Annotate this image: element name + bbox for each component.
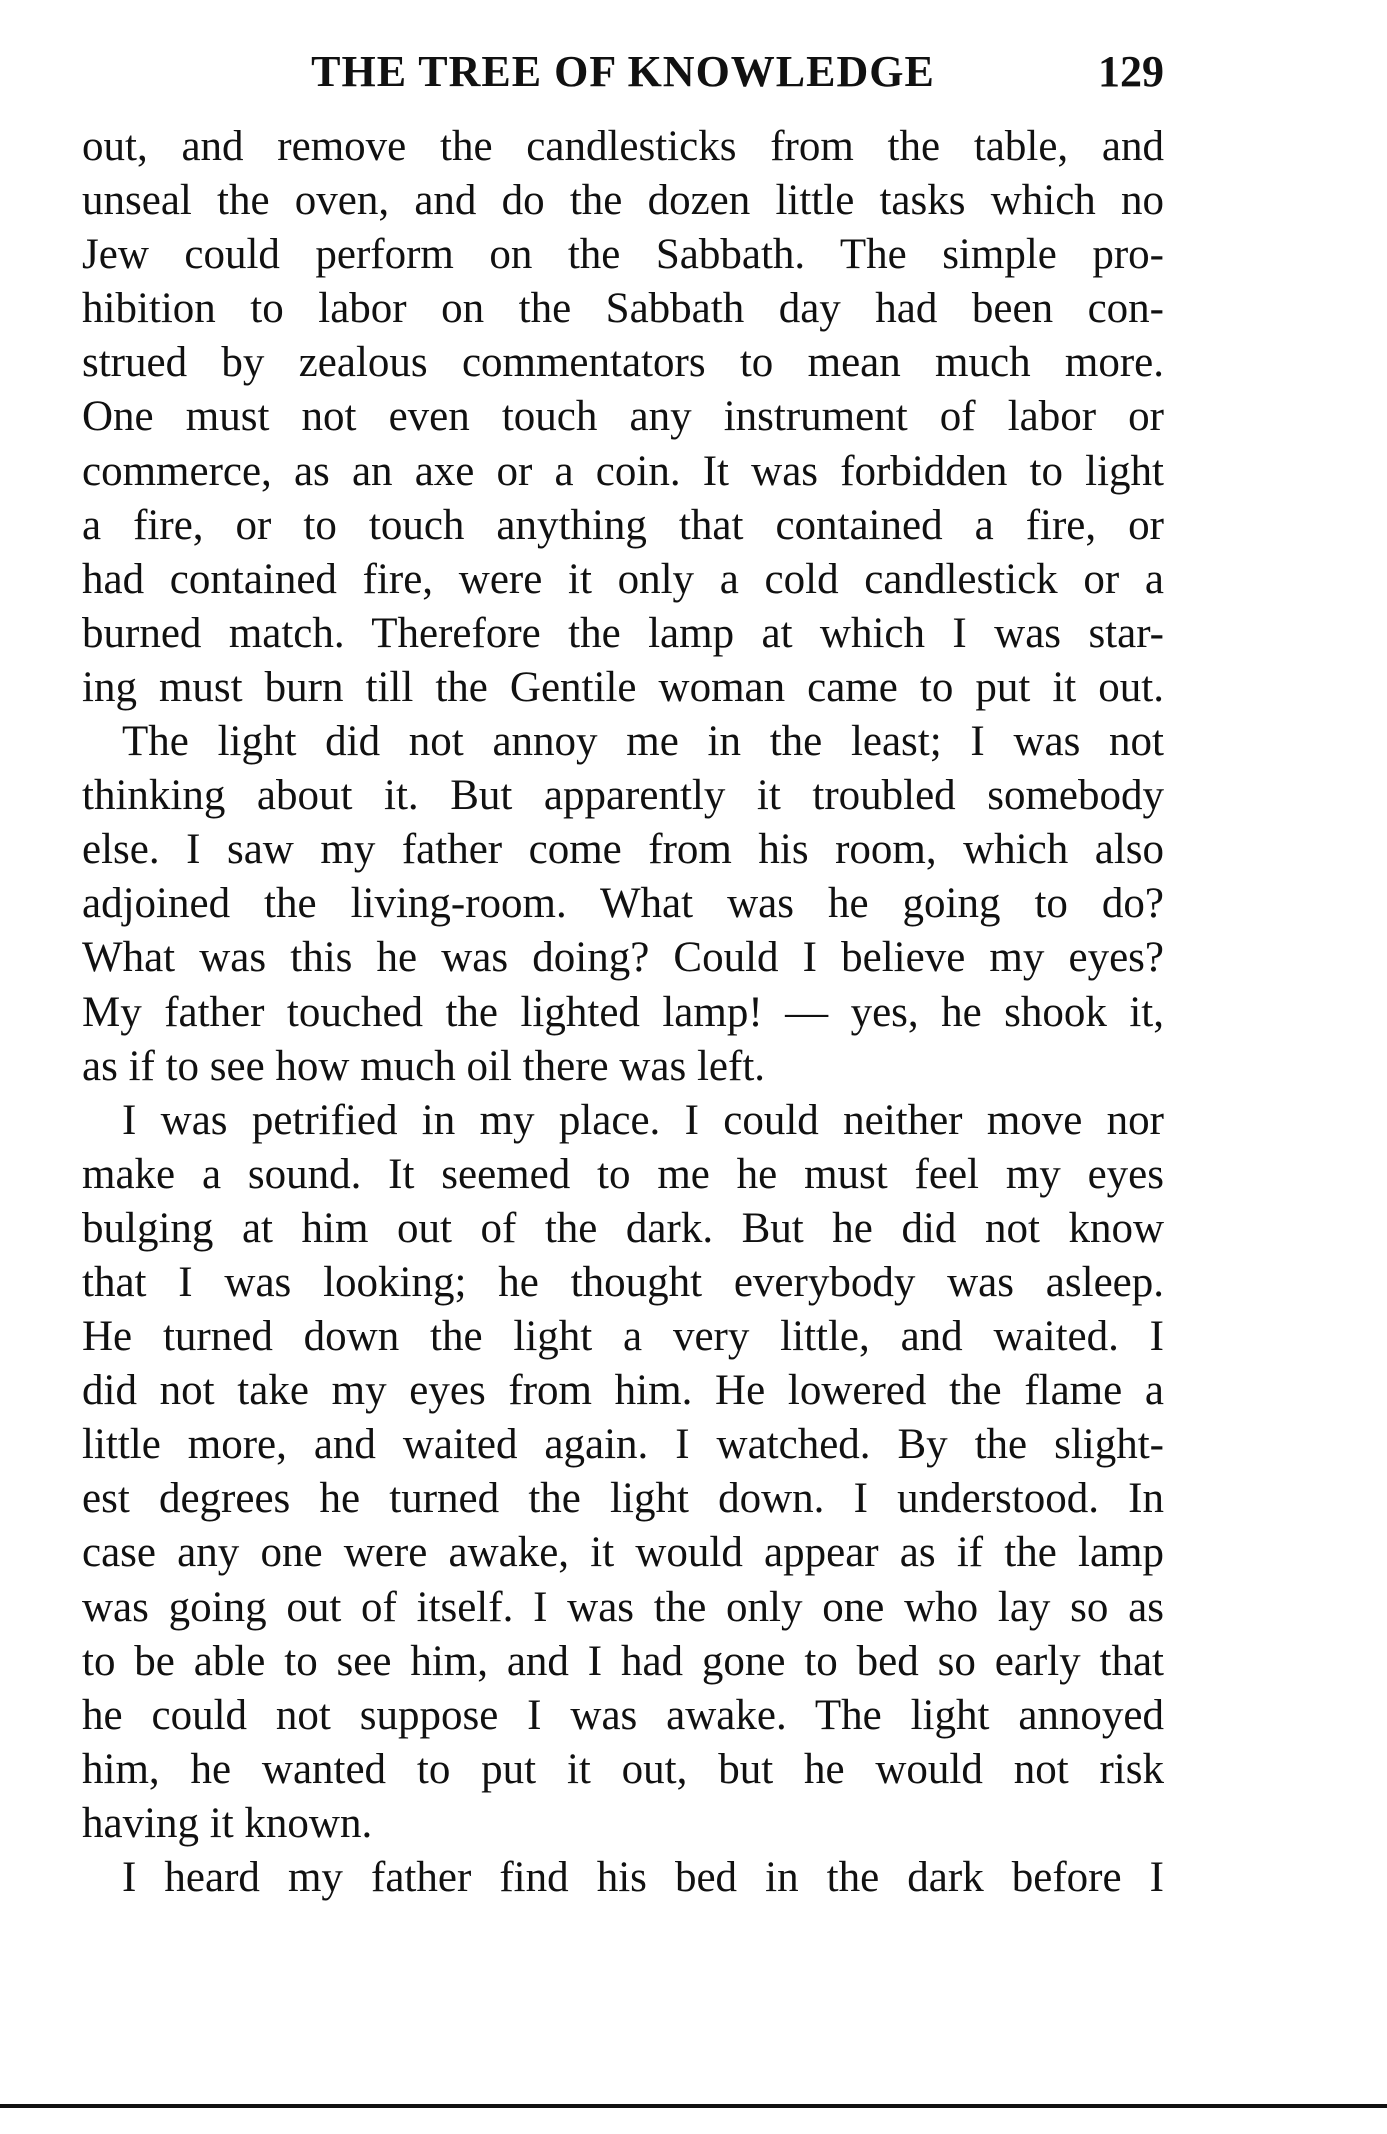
text-line: else. I saw my father come from his room, which also <box>82 826 1164 874</box>
text-line: did not take my eyes from him. He lowered the flame a <box>82 1367 1164 1415</box>
text-line: make a sound. It seemed to me he must feel my eyes <box>82 1150 1164 1198</box>
running-title: THE TREE OF KNOWLEDGE <box>311 47 935 96</box>
text-line: adjoined the living-room. What was he going to do? <box>82 880 1164 928</box>
text-line: I was petrified in my place. I could neither move nor <box>122 1096 1164 1144</box>
text-line: unseal the oven, and do the dozen little tasks which no <box>82 177 1164 225</box>
body-text <box>82 120 1164 1905</box>
text-line: he could not suppose I was awake. The light annoyed <box>82 1691 1164 1739</box>
text-line: as if to see how much oil there was left. <box>82 1042 766 1090</box>
text-line: He turned down the light a very little, and waited. I <box>82 1313 1164 1361</box>
text-line: est degrees he turned the light down. I understood. In <box>82 1475 1164 1523</box>
text-line: strued by zealous commentators to mean much more. <box>82 339 1164 387</box>
text-line: What was this he was doing? Could I believe my eyes? <box>82 934 1164 982</box>
text-line: I heard my father find his bed in the dark before I <box>122 1854 1164 1901</box>
text-line: him, he wanted to put it out, but he would not risk <box>82 1745 1164 1793</box>
text-line: a fire, or to touch anything that contained a fire, or <box>82 501 1164 549</box>
text-line: was going out of itself. I was the only one who lay so as <box>82 1583 1164 1631</box>
bottom-rule <box>0 2104 1387 2108</box>
text-line: little more, and waited again. I watched. By the slight- <box>82 1421 1164 1469</box>
text-line: The light did not annoy me in the least; I was not <box>122 718 1164 766</box>
text-line: One must not even touch any instrument of labor or <box>82 393 1164 441</box>
text-line: hibition to labor on the Sabbath day had been con- <box>82 285 1164 333</box>
text-line: to be able to see him, and I had gone to bed so early that <box>82 1637 1164 1685</box>
text-line: commerce, as an axe or a coin. It was forbidden to light <box>82 447 1164 495</box>
text-line: Jew could perform on the Sabbath. The simple pro- <box>82 231 1164 279</box>
running-head <box>82 42 1164 102</box>
text-line: that I was looking; he thought everybody was asleep. <box>82 1258 1164 1306</box>
text-line: burned match. Therefore the lamp at which I was star- <box>82 609 1164 657</box>
text-line: thinking about it. But apparently it troubled somebody <box>82 772 1164 820</box>
text-line: My father touched the lighted lamp! — yes, he shook it, <box>82 988 1164 1036</box>
text-line: ing must burn till the Gentile woman came to put it out. <box>82 663 1164 711</box>
page-number: 129 <box>1098 47 1164 96</box>
text-line: having it known. <box>82 1799 373 1847</box>
text-line: out, and remove the candlesticks from the table, and <box>82 123 1164 170</box>
text-line: case any one were awake, it would appear as if the lamp <box>82 1529 1164 1577</box>
text-line: had contained fire, were it only a cold candlestick or a <box>82 555 1164 603</box>
text-line: bulging at him out of the dark. But he did not know <box>82 1204 1164 1252</box>
